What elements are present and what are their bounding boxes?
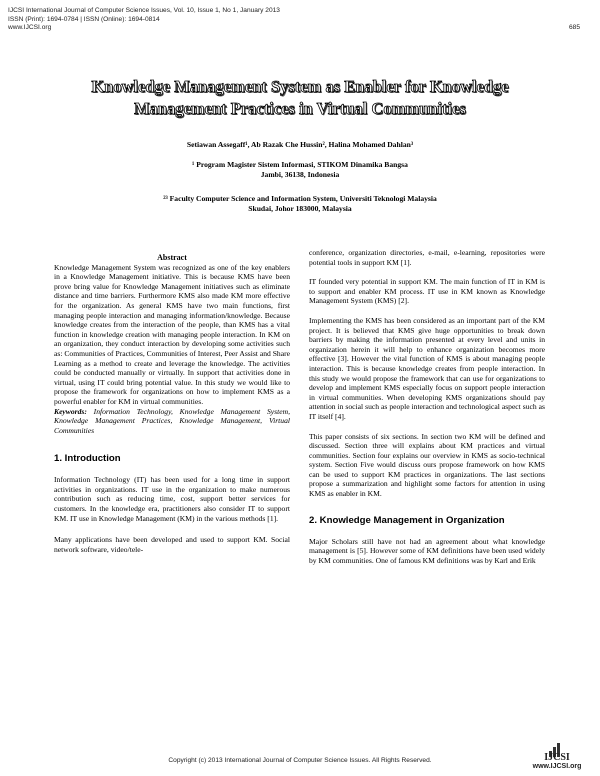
copyright-footer: Copyright (c) 2013 International Journal of Computer Science Issues. All Rights Reserved. [168,757,432,764]
right-column [309,248,545,565]
logo-url[interactable]: www.IJCSI.org [532,763,582,770]
section-1-heading: 1. Introduction [54,453,121,465]
intro-paragraph-1: Information Technology (IT) has been used for a long time in support activities in organizations. IT use in the organization to make numerous contribution such as reducing time, cost, support better services for customers. In the knowledge era, practitioners also consider IT to support KM. IT use in Knowledge Management (KM) in the various methods [1]. [54,475,290,523]
section-2-heading: 2. Knowledge Management in Organization [309,514,505,526]
affiliation-1 [60,160,540,180]
paper-title-line-1: Knowledge Management System as Enabler for Knowledge [91,77,509,96]
authors: Setiawan Assegaff¹, Ab Razak Che Hussin², Halina Mohamed Dahlan³ [186,140,414,149]
right-paragraph-2: IT founded very potential in support KM. The main function of IT in KM is to support and enabler KM process. IT use in KM known as Knowledge Management System (KMS) [2]. [309,277,545,306]
affiliation-1-line-1: ¹ Program Magister Sistem Informasi, STIKOM Dinamika Bangsa [192,160,408,169]
abstract-text: Knowledge Management System was recognized as one of the key enablers in a Knowledge Management initiative. This is because KMS have been prove bring value for Knowledge Management initiatives such as eliminate distance and time barriers. Furthermore KMS also made KM more effective for the organization. As general KMS have two main functions, first managing people interaction and managing information/knowledge. Because knowledge creates from the interaction of the people, than KMS has a vital function in knowledge creation with managing people interaction. In KM on an organization, they conduct interaction by developing some activities such as: Communities of Practices, Communities of Interest, Peer Assist and Share Learning as a method to create and leverage the knowledge. The activities could be conducted manually or virtually. In support that activities done in virtual, using IT could bring potential value. In this study we would like to propose the framework for organizations on how to implement KMS as a powerful enabler for KM in virtual communities. [54,262,290,406]
journal-header-line-1: IJCSI International Journal of Computer Science Issues, Vol. 10, Issue 1, No 1, January 2013 [8,7,280,14]
abstract-heading: Abstract [157,253,187,262]
right-paragraph-4: This paper consists of six sections. In section two KM will be defined and discussed. Section three will explains about KM practices and virtual communities. Section four explains our overview in KMS as socio-technical system. Section Five would discuss ours propose framework on how KMS can be used to support KM practices in organizations. The last sections propose a summarization and highlight some factors for attention in using KMS as enabler in KM. [309,431,545,499]
intro-paragraph-2: Many applications have been developed and used to support KM. Social network software, video/tele- [54,535,290,554]
right-paragraph-1: conference, organization directories, e-mail, e-learning, repositories were potential tools in support KM [1]. [309,248,545,267]
keywords [54,407,290,436]
keywords-label: Keywords: [54,406,87,416]
left-column [54,253,290,554]
keywords-text: Information Technology, Knowledge Management System, Knowledge Management Practices, Knowledge Management, Virtual Communities [54,406,290,435]
paper-title-line-2: Management Practices in Virtual Communities [134,99,466,118]
journal-header-line-3[interactable]: www.IJCSI.org [8,24,52,31]
km-paragraph-1: Major Scholars still have not had an agreement about what knowledge management is [5]. However some of KM definitions have been used widely by KM communities. One of famous KM definitions was by Karl and Erik [309,536,545,565]
right-paragraph-3: Implementing the KMS has been considered as an important part of the KM project. It is believed that KMS give huge opportunities to break down barriers by making the information presented at every level and units in organization herein it will help to enhance organization becomes more effective [3]. However the vital function of KMS is about managing people interaction. This is because knowledge creates from people interaction. In this study we would propose the framework that can use for organizations to develop and implement KMS especially focus on support people interaction in virtual communities. When developing KMS organizations should pay attention in social such as people interaction and technological aspect such as IT itself [4]. [309,315,545,421]
journal-header-line-2: ISSN (Print): 1694-0784 | ISSN (Online): 1694-0814 [8,15,160,23]
page-number: 685 [568,24,580,31]
affiliation-2-line-2: Skudai, Johor 183000, Malaysia [248,204,352,213]
paper-title [40,76,560,120]
ijcsi-logo [528,741,586,771]
logo-text: IJCSI [544,752,570,763]
affiliation-2-line-1: ²³ Faculty Computer Science and Information System, Universiti Teknologi Malaysia [163,194,437,203]
affiliation-1-line-2: Jambi, 36138, Indonesia [260,170,340,179]
affiliation-2 [60,194,540,214]
